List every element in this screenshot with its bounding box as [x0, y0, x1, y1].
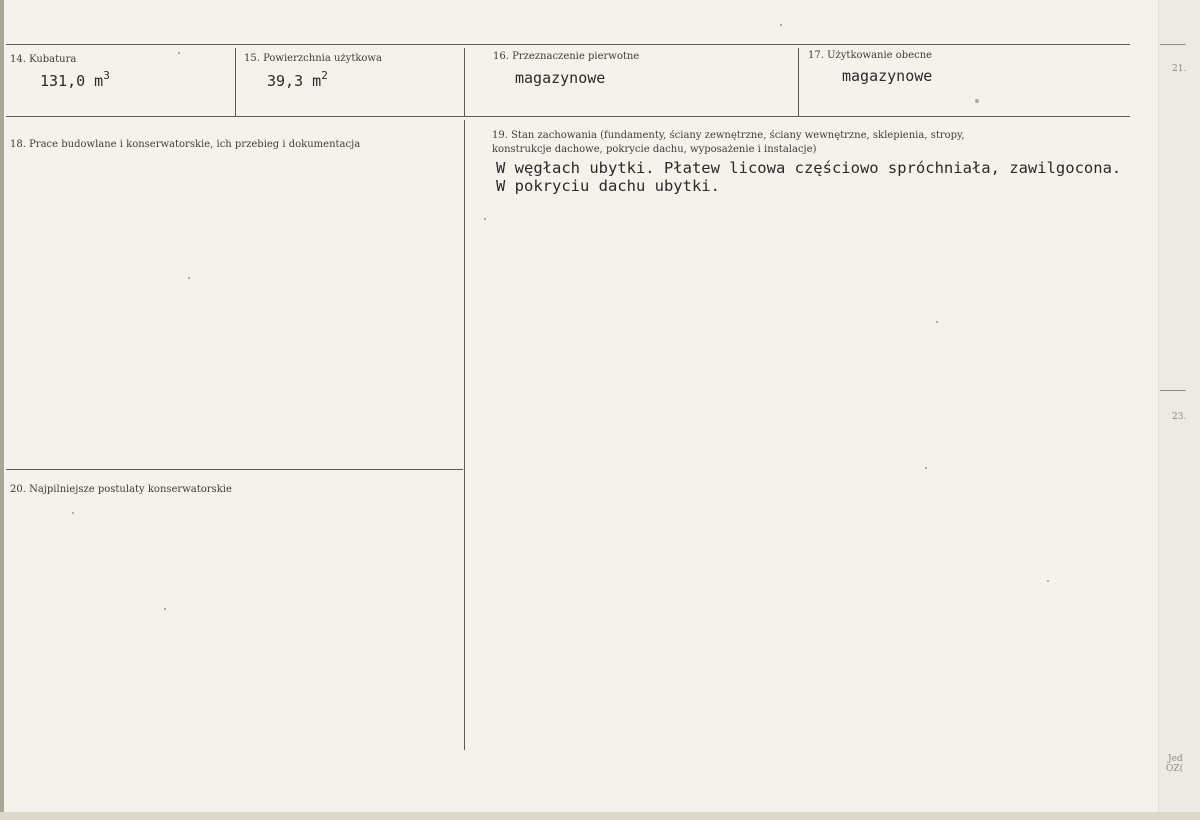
paper-speck [188, 277, 190, 279]
field-18-label: 18. Prace budowlane i konserwatorskie, ich przebieg i dokumentacja [10, 139, 361, 150]
field-14-exponent: 3 [103, 69, 110, 82]
paper-speck [936, 321, 938, 323]
divider-14-15 [235, 48, 236, 116]
main-vertical-divider [464, 120, 465, 750]
field-15-exponent: 2 [321, 69, 328, 82]
section-18-20-divider [6, 469, 463, 470]
divider-15-16 [464, 48, 465, 116]
field-15-value [267, 69, 328, 90]
scan-bottom-edge [0, 812, 1200, 820]
field-19-label-line1: 19. Stan zachowania (fundamenty, ściany zewnętrzne, ściany wewnętrzne, sklepienia, stropy, [492, 130, 965, 141]
margin-number-21: 21. [1172, 64, 1187, 74]
field-17-label: 17. Użytkowanie obecne [808, 50, 933, 61]
scan-edge-shadow [0, 0, 4, 820]
field-14-label: 14. Kubatura [10, 54, 77, 65]
divider-16-17 [798, 48, 799, 116]
field-14-value [40, 69, 110, 90]
margin-number-23: 23. [1172, 412, 1187, 422]
paper-speck [925, 467, 927, 469]
top-rule [6, 44, 1130, 45]
field-20-label: 20. Najpilniejsze postulaty konserwatorskie [10, 484, 232, 495]
paper-speck [72, 512, 74, 514]
margin-footer-line1: Jed [1168, 754, 1183, 764]
field-17-value: magazynowe [842, 67, 933, 85]
field-16-label: 16. Przeznaczenie pierwotne [493, 51, 640, 62]
field-15-number: 39,3 m [267, 72, 322, 90]
paper-speck [780, 24, 782, 26]
paper-speck [484, 218, 486, 220]
field-19-label-line2: konstrukcje dachowe, pokrycie dachu, wyposażenie i instalacje) [492, 144, 817, 155]
field-15-label: 15. Powierzchnia użytkowa [244, 53, 382, 64]
header-row-bottom-rule [6, 116, 1130, 117]
field-14-number: 131,0 m [40, 72, 104, 90]
paper-speck [975, 99, 979, 103]
margin-footer-line2: OZ( [1166, 764, 1184, 774]
strip-tick-rule [1160, 390, 1186, 391]
field-19-text-line2: W pokryciu dachu ubytki. [496, 177, 720, 195]
paper-speck [164, 608, 166, 610]
field-19-text-line1: W węgłach ubytki. Płatew licowa częściowo spróchniała, zawilgocona. [496, 159, 1122, 177]
paper-speck [178, 52, 180, 54]
paper-speck [1047, 580, 1049, 582]
strip-tick-rule-top [1160, 44, 1186, 45]
adjacent-page-strip [1158, 0, 1200, 820]
field-16-value: magazynowe [515, 69, 606, 87]
